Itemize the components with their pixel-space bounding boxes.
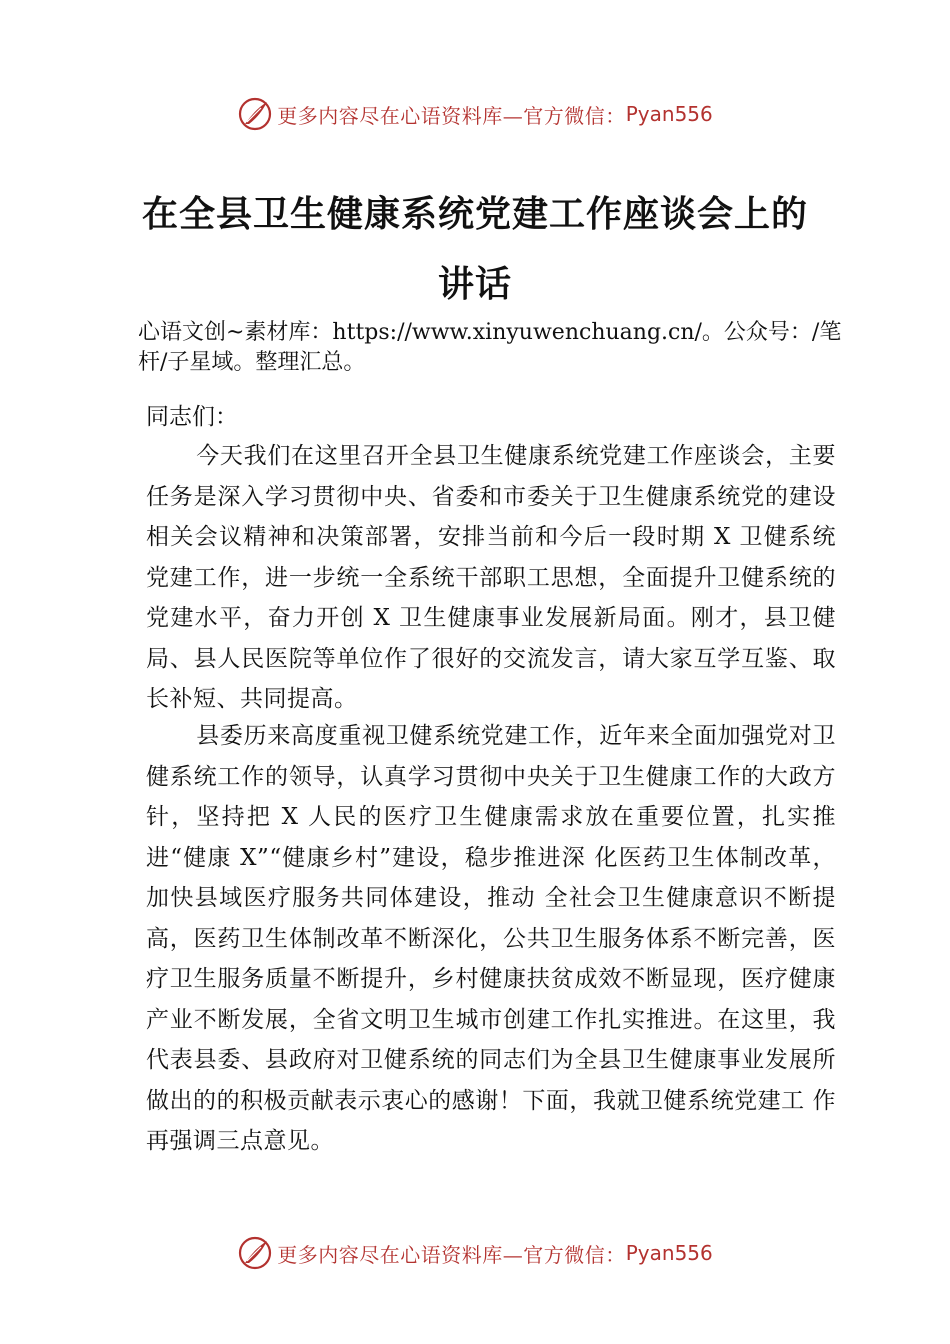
paragraph bbox=[146, 436, 836, 720]
greeting: 同志们： bbox=[146, 404, 238, 430]
footer-banner-text: 更多内容尽在心语资料库—官方微信： bbox=[277, 1242, 626, 1267]
footer-wechat-id: Pyan556 bbox=[625, 1241, 713, 1265]
document-title-line2: 讲话 bbox=[437, 263, 512, 305]
document-title-line1: 在全县卫生健康系统党建工作座谈会上的 bbox=[141, 193, 808, 235]
quill-logo-icon bbox=[237, 1235, 273, 1271]
footer-banner bbox=[0, 1231, 950, 1275]
header-banner bbox=[0, 92, 950, 136]
source-note: 心语文创~素材库：https://www.xinyuwenchuang.cn/。公众号：/笔杆/子星域。整理汇总。 bbox=[138, 320, 842, 375]
quill-logo-icon bbox=[237, 96, 273, 132]
paragraph-text: 县委历来高度重视卫健系统党建工作，近年来全面加强党对卫健系统工作的领导，认真学习贯彻中央关于卫生健康工作的大政方针，坚持把 X 人民的医疗卫生健康需求放在重要位置，扎实推进“健康 X”“健康乡村”建设，稳步推进深 化医药卫生体制改革，加快县域医疗服务共同体建设，推动 全社会卫生健康意识不断提高，医药卫生体制改革不断深化，公共卫生服务体系不断完善，医疗卫生服务质量不断提升，乡村健康扶贫成效不断显现，医疗健康产业不断发展，全省文明卫生城市创建工作扎实推进。在这里，我代表县委、县政府对卫健系统的同志们为全县卫生健康事业发展所做出的的积极贡献表示衷心的感谢！下面，我就卫健系统党建工 作再强调三点意见。 bbox=[146, 723, 836, 1154]
header-wechat-id: Pyan556 bbox=[625, 102, 713, 126]
paragraph-text: 今天我们在这里召开全县卫生健康系统党建工作座谈会，主要任务是深入学习贯彻中央、省委和市委关于卫生健康系统党的建设相关会议精神和决策部署，安排当前和今后一段时期 X 卫健系统党建工作，进一步统一全系统干部职工思想，全面提升卫健系统的党建水平，奋力开创 X 卫生健康事业发展新局面。刚才，县卫健局、县人民医院等单位作了很好的交流发言，请大家互学互鉴、取长补短、共同提高。 bbox=[146, 443, 836, 712]
header-banner-text: 更多内容尽在心语资料库—官方微信： bbox=[277, 103, 626, 128]
paragraph bbox=[146, 716, 836, 1162]
